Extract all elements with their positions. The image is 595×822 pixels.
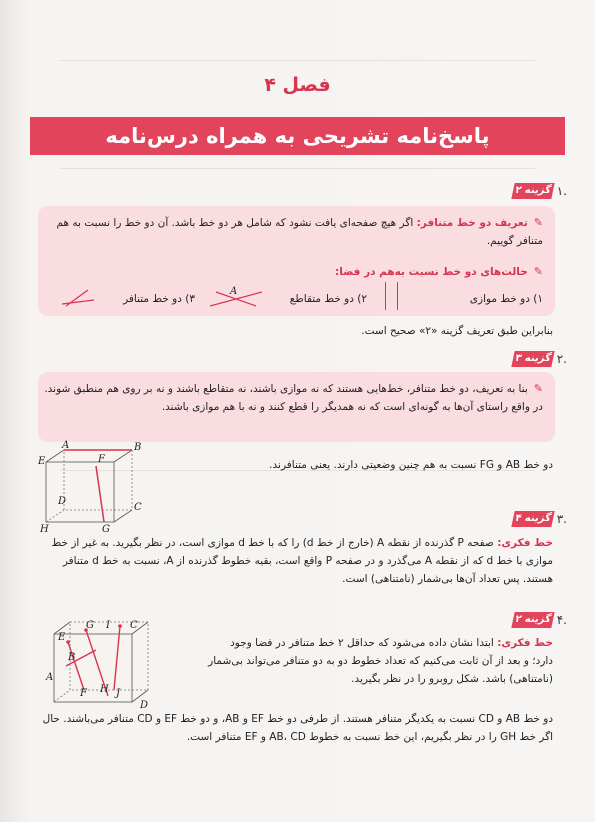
- label-b: B: [68, 652, 76, 663]
- question-number: ۲.: [556, 352, 567, 366]
- label-g: G: [102, 524, 110, 535]
- label-i: I: [106, 620, 110, 631]
- question-number: ۳.: [556, 512, 567, 526]
- cube-figure-1: [38, 440, 148, 535]
- q4-text2: دو خط AB و CD نسبت به یکدیگر متنافر هستند. از طرفی دو خط EF و AB، و دو خط EF و CD متنافر می‌باشند. حال اگر خط GH را در نظر بگیریم، این خط نسبت به خطوط AB، CD و EF متنافر است.: [42, 713, 553, 743]
- label-b: B: [134, 442, 142, 453]
- banner-title: پاسخ‌نامه تشریحی به همراه درس‌نامه: [30, 117, 565, 155]
- label-e: E: [58, 632, 66, 643]
- point-a-label: A: [230, 286, 238, 297]
- answer-badge: گزینه ۳: [511, 351, 554, 367]
- label-j: J: [116, 688, 121, 699]
- answer-badge: گزینه ۲: [511, 183, 554, 199]
- parallel-line-mark: [397, 282, 398, 310]
- label-h: H: [40, 524, 49, 535]
- q3-text: خط فکری: صفحه P گذرنده از نقطه A (خارج از خط d) را که با خط d موازی است، در نظر بگیرید. به غیر از خط موازی با خط d که از نقطه A می‌گذرد و در صفحه P واقع است، بقیه خطوط گذرنده از A، نسبت به خط d متنافر هستند. پس تعداد آن‌ها بی‌شمار (نامتناهی) است.: [51, 537, 553, 585]
- case-skew: ۳) دو خط متنافر: [123, 293, 195, 305]
- case-intersecting: ۲) دو خط متقاطع: [289, 293, 367, 305]
- chapter-title: فصل ۴: [264, 74, 331, 96]
- q1-conclusion: بنابراین طبق تعریف گزینه «۲» صحیح است.: [361, 325, 553, 337]
- explanation-text: ✎بنا به تعریف، دو خط متنافر، خط‌هایی هستند که نه موازی باشند، نه متقاطع باشند و نه بر روی هم منطبق شوند. در واقع راستای آن‌ها به گونه‌ای است که نه همدیگر را قطع کنند و نه با هم موازی باشند.: [44, 382, 543, 413]
- answer-badge: گزینه ۴: [511, 511, 554, 527]
- cases-heading: ✎حالت‌های دو خط نسبت به‌هم در فضا:: [43, 263, 543, 281]
- label-a: A: [46, 672, 54, 683]
- label-c: C: [130, 620, 138, 631]
- bleed-line: [60, 168, 535, 169]
- pencil-icon: ✎: [533, 216, 543, 229]
- definition-text: ✎تعریف دو خط متنافر: اگر هیچ صفحه‌ای یافت نشود که شامل هر دو خط باشد. آن دو خط را نسبت به هم متنافر گوییم.: [56, 216, 543, 247]
- parallel-line-mark: [385, 282, 386, 310]
- label-d: D: [140, 700, 149, 711]
- label-c: C: [134, 502, 142, 513]
- label-f: F: [80, 688, 87, 699]
- question-number: ۴.: [556, 613, 567, 627]
- answer-badge: گزینه ۲: [511, 612, 554, 628]
- pencil-icon: ✎: [533, 265, 543, 278]
- label-f: F: [98, 454, 105, 465]
- label-e: E: [38, 456, 46, 467]
- label-g: G: [86, 620, 94, 631]
- case-parallel: ۱) دو خط موازی: [469, 293, 543, 305]
- q2-text: دو خط AB و FG نسبت به هم چنین وضعیتی دارند. یعنی متنافرند.: [269, 459, 553, 471]
- label-d: D: [58, 496, 67, 507]
- bleed-line: [60, 60, 535, 61]
- intersecting-lines-icon: [206, 286, 266, 310]
- question-number: ۱.: [556, 184, 567, 198]
- q4-text: خط فکری: ابتدا نشان داده می‌شود که حداقل ۲ خط متنافر در فضا وجود دارد؛ و بعد از آن ثابت می‌کنیم که تعداد خطوط دو به دو متنافر می‌تواند بی‌شمار (نامتناهی) باشد. شکل روبرو را در نظر بگیرید.: [208, 637, 553, 685]
- pencil-icon: ✎: [533, 382, 543, 395]
- label-a: A: [62, 440, 70, 451]
- skew-lines-icon: [60, 286, 96, 310]
- cube-figure-2: [44, 620, 156, 710]
- label-h: H: [100, 684, 109, 695]
